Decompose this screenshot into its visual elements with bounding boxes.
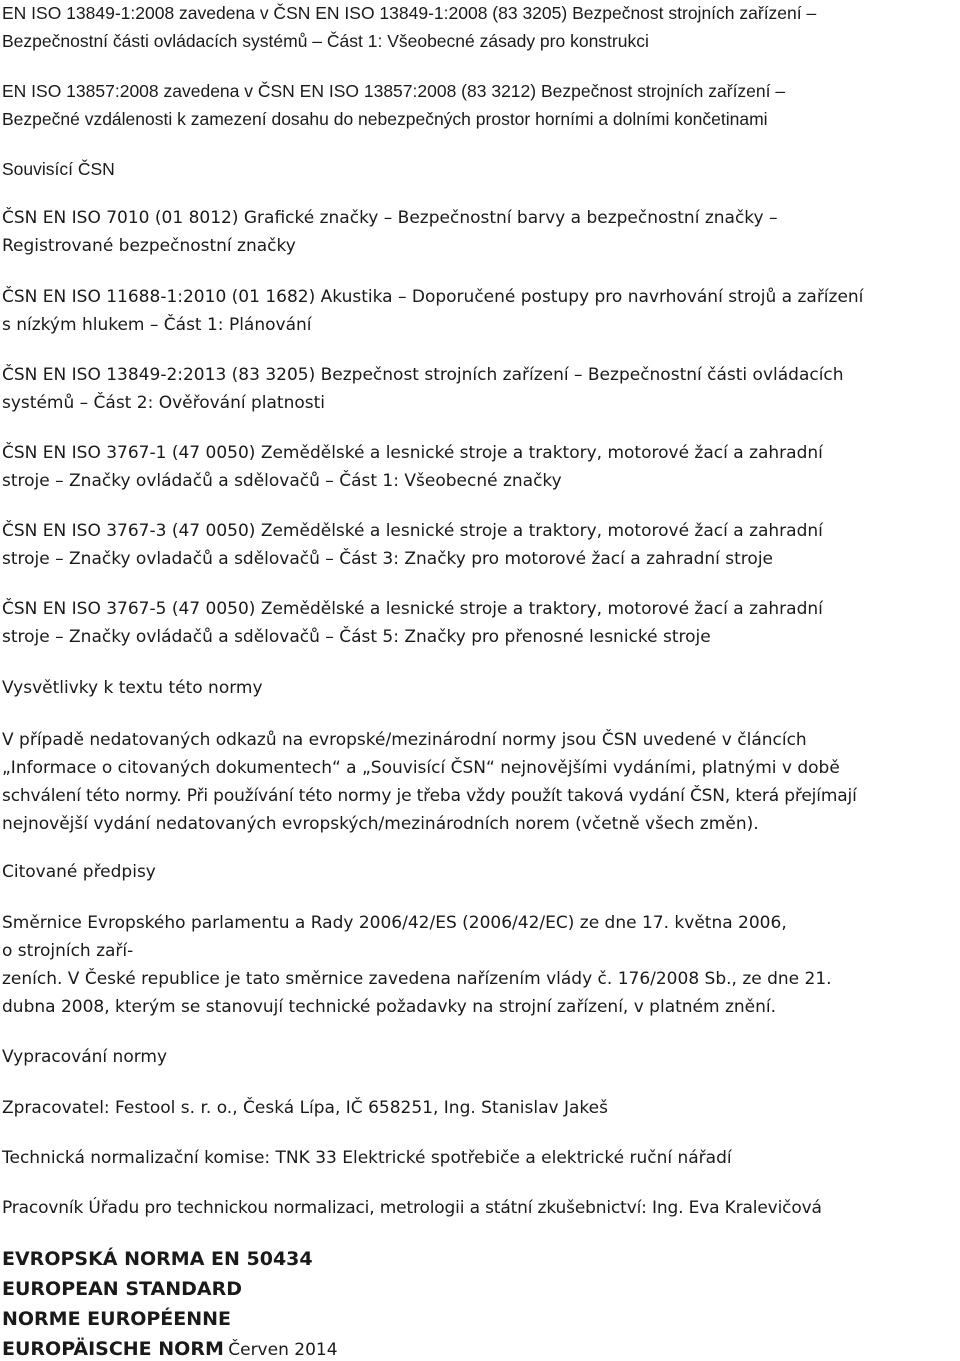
explanatory-line-3: schválení této normy. Při používání této normy je třeba vždy použít taková vydání ČSN, která přejímají [2,786,857,806]
standard-title-cz: EVROPSKÁ NORMA EN 50434 [2,1248,313,1270]
related-3767-5-line-2: stroje – Značky ovládačů a sdělovačů – Část 5: Značky pro přenosné lesnické stroje [2,627,711,647]
related-7010-line-2: Registrované bezpečnostní značky [2,236,296,256]
related-3767-5-line-1: ČSN EN ISO 3767-5 (47 0050) Zemědělské a lesnické stroje a traktory, motorové žací a zahradní [2,599,823,619]
explanatory-line-2: „Informace o citovaných dokumentech“ a „Souvisící ČSN“ nejnovějšími vydáními, platnými v době [2,758,840,778]
standard-title-fr: NORME EUROPÉENNE [2,1308,232,1330]
standard-title-en: EUROPEAN STANDARD [2,1278,242,1300]
related-11688-line-1: ČSN EN ISO 11688-1:2010 (01 1682) Akustika – Doporučené postupy pro navrhování strojů a zařízení [2,287,864,307]
related-13849-2-line-1: ČSN EN ISO 13849-2:2013 (83 3205) Bezpečnost strojních zařízení – Bezpečnostní části ovládacích [2,365,844,385]
reference-13849-line-2: Bezpečnostní části ovládacích systémů – Část 1: Všeobecné zásady pro konstrukci [2,31,649,51]
cited-regulations-heading: Citované předpisy [2,862,156,882]
related-3767-1-line-2: stroje – Značky ovládačů a sdělovačů – Část 1: Všeobecné značky [2,471,562,491]
explanatory-line-4: nejnovější vydání nedatovaných evropských/mezinárodních norem (včetně všech změn). [2,814,759,834]
regulations-line-1: Směrnice Evropského parlamentu a Rady 2006/42/ES (2006/42/EC) ze dne 17. května 2006, [2,913,787,933]
related-3767-3-line-1: ČSN EN ISO 3767-3 (47 0050) Zemědělské a lesnické stroje a traktory, motorové žací a zahradní [2,521,823,541]
reference-13849-line-1: EN ISO 13849-1:2008 zavedena v ČSN EN ISO 13849-1:2008 (83 3205) Bezpečnost strojních zařízení – [2,3,817,23]
related-7010-line-1: ČSN EN ISO 7010 (01 8012) Grafické značky – Bezpečnostní barvy a bezpečnostní značky – [2,208,778,228]
reference-13857-line-1: EN ISO 13857:2008 zavedena v ČSN EN ISO 13857:2008 (83 3212) Bezpečnost strojních zařízení – [2,81,786,101]
prepared-by: Zpracovatel: Festool s. r. o., Česká Lípa, IČ 658251, Ing. Stanislav Jakeš [2,1098,608,1118]
standard-title-de-row [2,1338,338,1361]
explanatory-line-1: V případě nedatovaných odkazů na evropské/mezinárodní normy jsou ČSN uvedené v článcích [2,730,807,750]
regulations-line-3: zeních. V České republice je tato směrnice zavedena nařízením vlády č. 176/2008 Sb., ze dne 21. [2,969,832,989]
explanatory-heading: Vysvětlivky k textu této normy [2,678,263,698]
related-3767-1-line-1: ČSN EN ISO 3767-1 (47 0050) Zemědělské a lesnické stroje a traktory, motorové žací a zahradní [2,443,823,463]
related-3767-3-line-2: stroje – Značky ovladačů a sdělovačů – Část 3: Značky pro motorové žací a zahradní stroje [2,549,774,569]
related-standards-heading: Souvisící ČSN [2,159,115,179]
reference-13857-line-2: Bezpečné vzdálenosti k zamezení dosahu do nebezpečných prostor horními a dolními končetinami [2,109,768,129]
standard-title-de: EUROPÄISCHE NORM [2,1338,224,1360]
regulations-line-2: o strojních zaří- [2,941,134,961]
technical-committee: Technická normalizační komise: TNK 33 Elektrické spotřebiče a elektrické ruční nářadí [2,1148,732,1168]
prepared-heading: Vypracování normy [2,1047,168,1067]
related-11688-line-2: s nízkým hlukem – Část 1: Plánování [2,315,312,335]
related-13849-2-line-2: systémů – Část 2: Ověřování platnosti [2,393,326,413]
office-worker: Pracovník Úřadu pro technickou normalizaci, metrologii a státní zkušebnictví: Ing. Eva Kralevičová [2,1198,822,1218]
regulations-line-4: dubna 2008, kterým se stanovují technické požadavky na strojní zařízení, v platném znění. [2,997,777,1017]
standard-date: Červen 2014 [228,1340,338,1360]
